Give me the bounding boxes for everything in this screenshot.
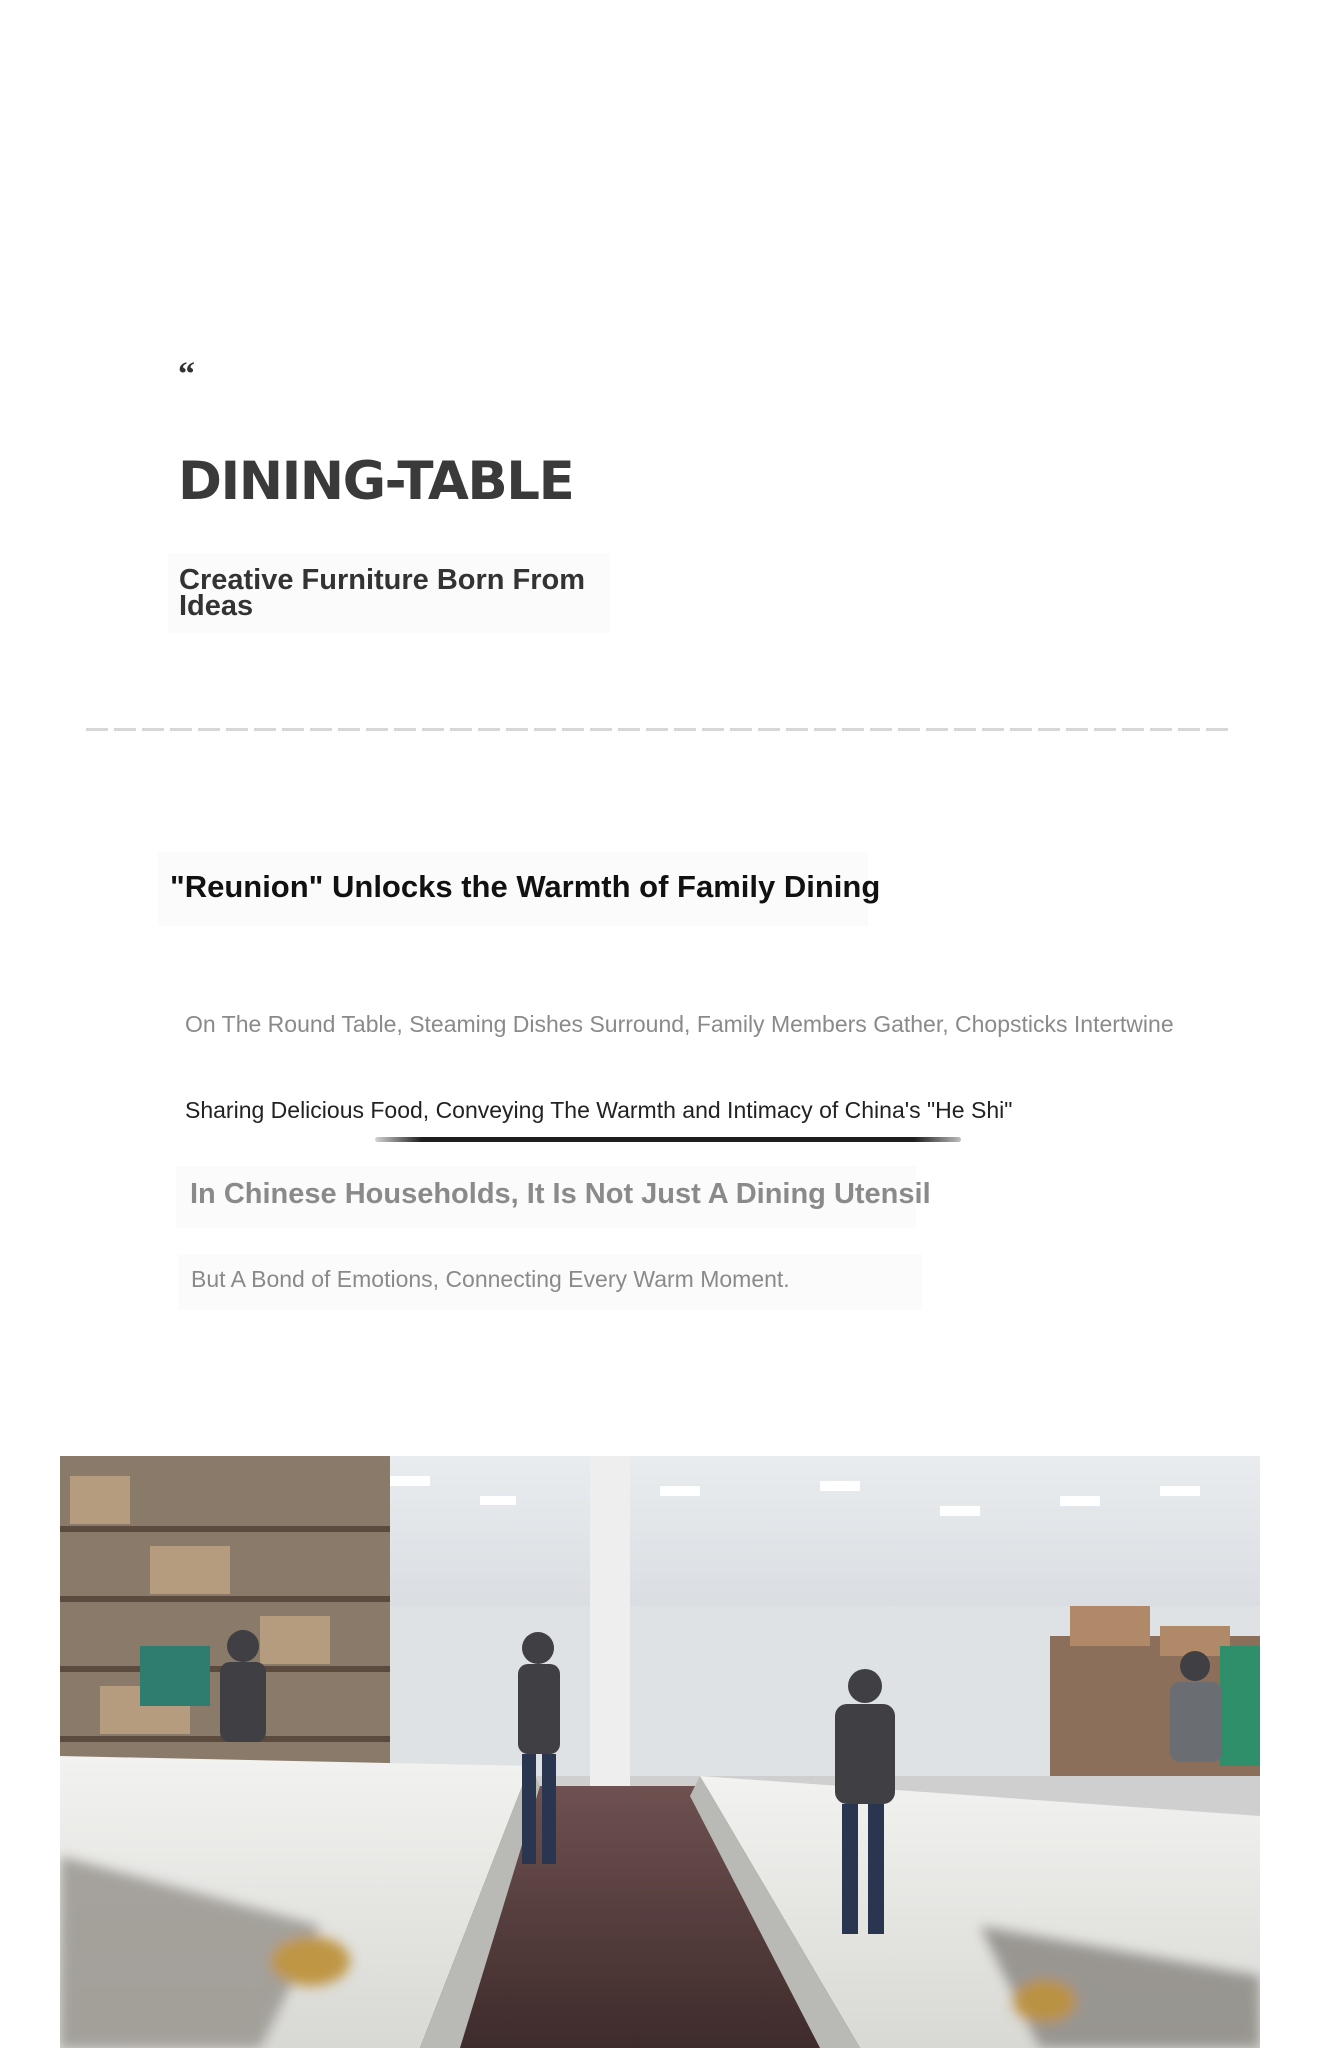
body-line-4: But A Bond of Emotions, Connecting Every Warm Moment. (191, 1266, 790, 1292)
body-line-3-panel (176, 1166, 931, 1228)
quote-mark: “ (178, 356, 195, 393)
tagline-panel (168, 553, 610, 633)
tagline: Creative Furniture Born From Ideas (179, 564, 586, 622)
brush-underline (375, 1137, 961, 1142)
factory-photo-illustration (60, 1456, 1260, 2048)
factory-photo (60, 1456, 1260, 2048)
body-line-3: In Chinese Households, It Is Not Just A Dining Utensil (190, 1178, 931, 1210)
section-heading-panel (158, 852, 881, 926)
body-line-2: Sharing Delicious Food, Conveying The Warmth and Intimacy of China's "He Shi" (185, 1097, 1013, 1123)
body-line-1: On The Round Table, Steaming Dishes Surround, Family Members Gather, Chopsticks Intertwine (185, 1011, 1174, 1037)
section-heading: "Reunion" Unlocks the Warmth of Family Dining (170, 869, 881, 904)
page-title: DINING-TABLE (178, 451, 574, 512)
body-line-4-panel (178, 1254, 922, 1310)
dashed-divider (86, 728, 1234, 731)
